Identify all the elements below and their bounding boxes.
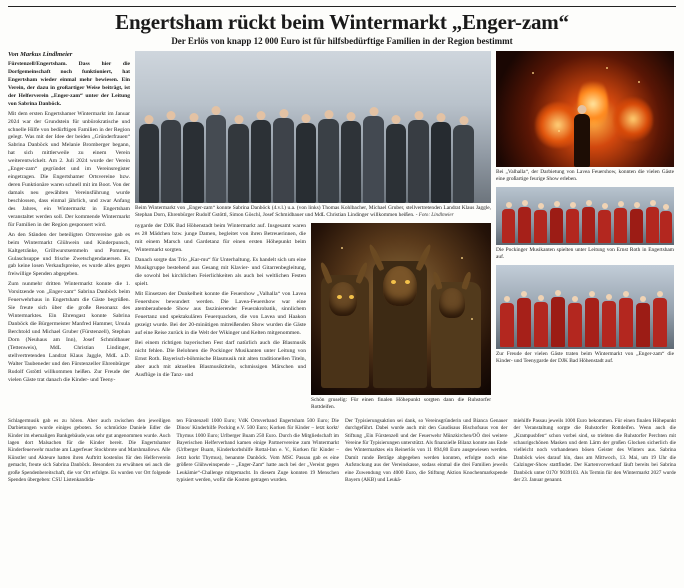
mid-body-text [135,223,306,380]
group-photo-wintermarkt [135,51,491,203]
paragraph: Bei einem richtigen bayerischen Fest darf natürlich auch die Blasmusik nicht fehlen. Die Belohnen die Pockinger Musikanten unter Leitung von Ernst Roth. Bayerisch-böhmische Blasmusik mit alten traditionellen Titeln, aber auch mit aktuellen Blasmusiktiteln, schmissigen Märschen und Ausflüge in die Tanz- und [135,340,306,378]
column-left [8,51,130,387]
perchten-photo-caption: Schön gruselig: Für einen finalen Höhepunkt sorgten dann die Ruhstorfer Rottdeifen. [311,397,491,411]
djk-blaskapelle-caption: Zur Freude der vielen Gäste traten beim Wintermarkt von „Enger-zam“ die Kinder- und Teenygarde der DJK Bad Höhenstadt auf. [496,351,674,365]
feuershow-photo-caption: Bei „Valhalla“, der Darbietung von Lavea Feuershow, konnten die vielen Gäste eine großartige feurige Show erleben. [496,169,674,183]
bottom-column-3: Der Typisierungsaktion sei dank, so Vereinsgründerin und Bianca Genauer durchgeführt. Dabei wurde auch mit den Gaudisaus Bischofsaus von der Stiftung „Ein Fürstenzell und der Feuerwehr Münzkirchen/OÖ drei weitere Vereine für Typisierungen unterstützt. Als finanzielle Bilanz konnte ans Ende des Wintermarktes ein Reinerlös von 11 894,80 Euro ausgewiesen werden. Damit runde Beträge abgegeben werden konnten, erfolgte noch eine Aufstockung aus der Vereinskasse, sodass einmal die drei Familien jeweils eine Zuwendung von 4000 Euro, die Stiftung Aktion Knochenmarkspende Bayern (AKB) und Leukä- [345,418,508,483]
column-right [496,51,674,369]
left-body-text [8,61,130,385]
column-middle [135,51,491,415]
perchten-photo [311,223,491,395]
main-photo-wrap [135,51,491,203]
mid-text-column [135,223,306,382]
top-layout [8,51,676,415]
caption-text: Beim Wintermarkt von „Enger-zam“ konnte Sabrina Danböck (4.v.l.) u.a. (von links) Thomas Kohlbacher, Michael Gruber, stellvertretenden Landrat Klaus Jaggle, Stephan Dorn, Ehrenbürger Rudolf Gstöttl, Simon Göschl, Josef Schmidbauer und MdL Christian Lindinger willkommen heißen. [135,205,491,219]
paragraph: An den Ständen der beteiligten Ortsvereine gab es beim Wintermarkt Glühwein und Kinderpunsch, Kaltgetränke, Grillwurstsemmeln und Pommes, Gulaschsuppe und frische Zwetschgendauersen. Es gab keine losen Verkaufspreise, es wurde alles gegen freiwillige Spenden abgegeben. [8,231,130,278]
paragraph: Mit Einsetzen der Dunkelheit konnte die Feuershow „Valhalla“ von Lavea Feuershow bewundert werden. Die Lavea-Feuershow war eine atemberaubende Show aus faszinierender Feuerakrobatik, sinnlichem Feuertanz und spektakulären Feuerquacken, die von Lavea und Haakon gezeigt wurde. Bei der 20-minütigen mitreißenden Show wurden die Gäste auf eine Reise zurück in die Welt der Wikinger und Kelten mitgenommen. [135,290,306,337]
paragraph: nygarde der DJK Bad Höhenstadt beim Wintermarkt auf. Insgesamt waren es 28 Mädchen bzw. junge Damen, begleitet von ihren Betreuerinnen, die mit einem Marsch und Gardetanz für einen ersten Höhepunkt beim Wintermarkt sorgten. [135,223,306,253]
djk-blaskapelle-photo [496,265,674,349]
photo-people-group [135,91,491,203]
feuershow-photo [496,51,674,167]
perchten-photo-column [311,223,491,415]
bottom-column-4: miehilfe Passau jeweils 1000 Euro bekommen. Für einen finalen Höhepunkt der Veranstaltung sorgte die Ruhstorfer Rottdeifen. Wenn auch die „Krampusbfen“ schon vorbei sind, so triebten die Ruhstorfer Perchten mit schaurigschönen Masken und dem Lärm der großen Glocken sicherlich die vielleicht noch vorhandenen bösen Geister des Winters aus. Sabrina Danböck wies darauf hin, dass am Mittwoch, 13. Mai, um 19 Uhr die Calzinger-Show stattfindet. Der Kartenvorverkauf läuft bereits bei Sabrina Danböck unter 0170/ 9039103. Als Termin für den Wintermarkt 2027 wurde der 23. Januar genannt. [513,418,676,483]
bottom-column-2: ten Fürstenzell 1000 Euro; VdK Ortsverband Engertsham 500 Euro; Die Dinos/ Kinderhilfe Pocking e.V. 500 Euro; Korken für Kinder – letzt korkt/ Thymus 1000 Euro; Urlberger Buam 250 Euro. Durch die Mitgliedschaft im Bayerischen Helferverband kamen einige Partnervereine zum Wintermarkt (Urlberger Buam, Kinderkorbshilfe Rottal-Inn e. V., Korken für Kinder – Jetzt korkt Thymus), benannte Danböck. Vom MSC Passau gab es eine größere Glühweinspende – „Enger-Zam“ hatte auch bei der „Vereint gegen Leukämie“-Challenge mitgemacht. In diesem Zuge konnten 19 Menschen typisiert werden, wofür die Kosten getragen wurden. [176,418,339,483]
photo-credit: - Foto: Lindlmeier [415,212,454,219]
paragraph: Mit dem ersten Engertshamer Wintermarkt im Januar 2024 war der Grundstein für unbürokratische und schnelle Hilfe von bedürftigen Familien in der Region gelegt. Was mit der Idee der beiden „Gründerfrauen“ Sabrina Danböck und Melanie Bromberger begann, hat sich mittlerweile zu einem Verein weiterentwickelt. Am 2. Juli 2024 wurde der Verein „Enger-zam“ gegründet und im Vereinsregister eingetragen. Die Engertshamer Ortsvereine bzw. deren Funktionäre waren schnell mit im Boot. Von der damals neu gewählten Vereinsführung wurde beschlossen, dass einmal jährlich, und zwar Anfang des Jahres, ein Wintermarkt in Engertsham veranstaltet werden soll. Der kommende Wintermarkt für Familien in der Region gesponsert wird. [8,110,130,228]
mid-lower-layout [135,223,491,415]
page-title: Engertsham rückt beim Wintermarkt „Enger-zam“ [115,10,569,34]
bottom-column-1: Schlagermusik gab es zu hören. Aber auch zwischen den jeweiligen Darbietungen wurde einiges geboten. So schmückte Daniele Edler die Kinder im ehemaligen Bankgebäude,was sehr gut angenommen wurde. Auch lagen dort Malsachen für die Kinder bereit. Die Engertshamer Kinderfeuerwehr machte am Lagerfeuer Stockbrote und Marshmallows. Alle Künstler und Akteure hatten ihren Auftritt kostenlos für den Helferverein gemacht, freute sich Sabrina Danböck. Besonders zu erwähnen sei auch die große Spendenbereitschaft, die vor Ort erfolgte. Es wurden vor Ort folgende Spenden übergeben: CSU Listenkandida- [8,418,171,483]
paragraph: Fürstenzell/Engertsham. Dass hier die Dorfgemeinschaft noch funktioniert, hat Engertsham wieder einmal mehr bewiesen. Ein Verein, der dazu in großartiger Weise beiträgt, ist der Helferverein „Enger-zam“ unter der Leitung von Sabrina Danböck. [8,61,130,107]
pockinger-musikanten-photo [496,187,674,245]
top-rule [8,6,676,7]
paragraph: Zum nunmehr dritten Wintermarkt konnte die 1. Vorsitzende von „Enger-zam“ Sabrina Danböck beim Feuerwehrhaus in Engertsham die Gäste begrüßen. Sie freute sich über die große Resonanz des Wintermarktes. Ein Ehrengast konnte Sabrina Danböck die Bürgermeister Manfred Hammer, Ursula Berchtold und Michael Gruber (Fürstenzell), Stephan Dorn (Neuhaus am Inn), Josef Schmidbauer (Tettenweis), MdL Christian Lindinger, stellvertretenden Landrat Klaus Jaggle, MdL a.D. Walter Taubeneder und den Fürstenzeller Ehrenbürger Rudolf Gstöttl willkommen heißen. Zur Freude der vielen Gäste trat danach die Kinder- und Teeny- [8,281,130,383]
pockinger-musikanten-caption: Die Pockinger Musikanten spielten unter Leitung von Ernst Roth in Engertsham auf. [496,247,674,261]
main-photo-caption [135,205,491,219]
byline: Von Markus Lindlmeier [8,51,73,59]
paragraph: Danach sorgte das Trio „Kar-mu“ für Unterhaltung. Es handelt sich um eine Musikgruppe bestehend aus Gesang mit Klavier- und Gitarrenbegleitung, die sowohl bei kirchlichen Feierlichkeiten als auch bei weltlichen Festen spielt. [135,256,306,287]
subheadline: Der Erlös von knapp 12 000 Euro ist für hilfsbedürftige Familien in der Region bestimmt [171,36,513,47]
bottom-text-grid [8,418,676,484]
